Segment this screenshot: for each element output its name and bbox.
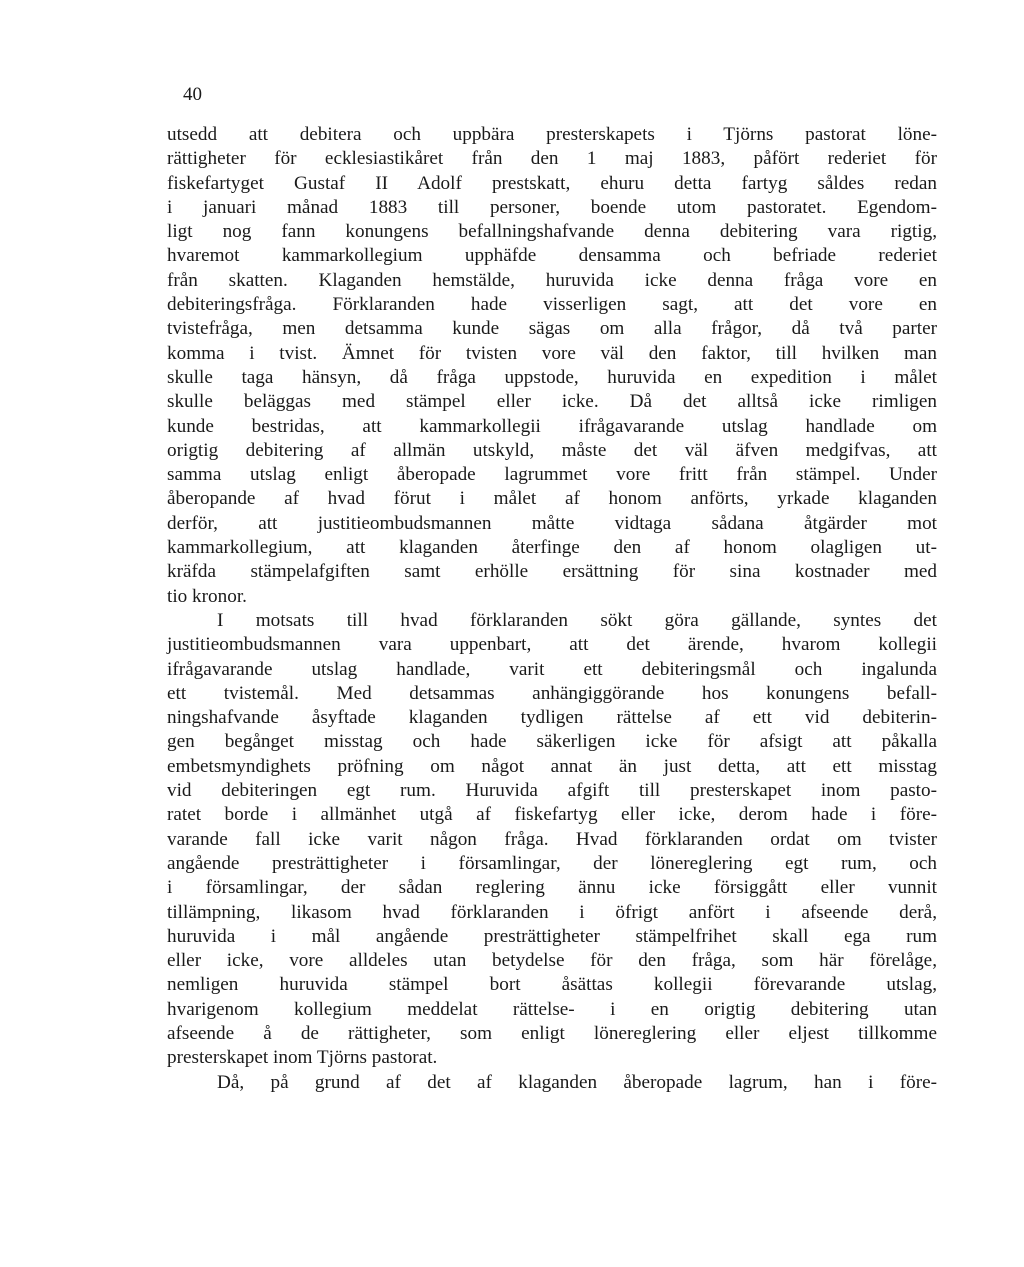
text-line: presterskapet inom Tjörns pastorat. [167, 1047, 438, 1069]
page-number: 40 [183, 84, 202, 105]
text-line: ligt nog fann konungens befallningshafvande denna debitering vara rigtig, [167, 221, 937, 243]
text-line: ratet borde i allmänhet utgå af fiskefartyg eller icke, derom hade i före- [167, 804, 937, 826]
text-line: embetsmyndighets pröfning om något annat än just detta, att ett misstag [167, 755, 937, 777]
text-line: tillämpning, likasom hvad förklaranden i öfrigt anfört i afseende derå, [167, 901, 937, 923]
text-line: i församlingar, der sådan reglering ännu icke försiggått eller vunnit [167, 877, 937, 899]
text-line: åberopande af hvad förut i målet af honom anförts, yrkade klaganden [167, 488, 937, 510]
text-line: samma utslag enligt åberopade lagrummet vore fritt från stämpel. Under [167, 464, 937, 486]
text-line: kunde bestridas, att kammarkollegii ifrågavarande utslag handlade om [167, 415, 937, 437]
text-line: från skatten. Klaganden hemstälde, huruvida icke denna fråga vore en [167, 269, 937, 291]
text-line: I motsats till hvad förklaranden sökt göra gällande, syntes det [217, 609, 937, 631]
text-line: kräfda stämpelafgiften samt erhölle ersättning för sina kostnader med [167, 561, 937, 583]
text-line: tio kronor. [167, 585, 247, 607]
text-line: komma i tvist. Ämnet för tvisten vore väl den faktor, till hvilken man [167, 342, 937, 364]
text-line: utsedd att debitera och uppbära presterskapets i Tjörns pastorat löne- [167, 124, 937, 145]
text-line: eller icke, vore alldeles utan betydelse för den fråga, som här förelåge, [167, 950, 937, 972]
text-line: rättigheter för ecklesiastikåret från den 1 maj 1883, påfört rederiet för [167, 148, 937, 170]
text-line: Då, på grund af det af klaganden åberopade lagrum, han i före- [217, 1071, 937, 1093]
text-line: ifrågavarande utslag handlade, varit ett debiteringsmål och ingalunda [167, 658, 937, 680]
text-line: afseende å de rättigheter, som enligt lönereglering eller eljest tillkomme [167, 1022, 937, 1044]
text-line: vid debiteringen egt rum. Huruvida afgift till presterskapet inom pasto- [167, 780, 937, 802]
text-line: derför, att justitieombudsmannen måtte vidtaga sådana åtgärder mot [167, 512, 937, 534]
text-line: gen begånget misstag och hade säkerligen icke för afsigt att påkalla [167, 731, 937, 753]
text-line: skulle beläggas med stämpel eller icke. Då det alltså icke rimligen [167, 391, 937, 413]
text-line: tvistefråga, men detsamma kunde sägas om alla frågor, då två parter [167, 318, 937, 340]
text-line: kammarkollegium, att klaganden återfinge den af honom olagligen ut- [167, 537, 937, 559]
text-line: ett tvistemål. Med detsammas anhängiggörande hos konungens befall- [167, 682, 937, 704]
body-text [167, 123, 937, 1095]
text-line: debiteringsfråga. Förklaranden hade visserligen sagt, att det vore en [167, 294, 937, 316]
text-line: skulle taga hänsyn, då fråga uppstode, huruvida en expedition i målet [167, 366, 937, 388]
text-line: varande fall icke varit någon fråga. Hvad förklaranden ordat om tvister [167, 828, 937, 850]
text-line: fiskefartyget Gustaf II Adolf prestskatt, ehuru detta fartyg såldes redan [167, 172, 937, 194]
text-line: justitieombudsmannen vara uppenbart, att det ärende, hvarom kollegii [167, 634, 937, 656]
text-line: origtig debitering af allmän utskyld, måste det väl äfven medgifvas, att [167, 439, 937, 461]
text-line: hvaremot kammarkollegium upphäfde densamma och befriade rederiet [167, 245, 937, 267]
text-line: huruvida i mål angående presträttigheter stämpelfrihet skall ega rum [167, 925, 937, 947]
text-line: nemligen huruvida stämpel bort åsättas kollegii förevarande utslag, [167, 974, 937, 996]
text-line: angående presträttigheter i församlingar, der lönereglering egt rum, och [167, 852, 937, 874]
text-line: ningshafvande åsyftade klaganden tydligen rättelse af ett vid debiterin- [167, 707, 937, 729]
text-line: hvarigenom kollegium meddelat rättelse- i en origtig debitering utan [167, 998, 937, 1020]
text-line: i januari månad 1883 till personer, boende utom pastoratet. Egendom- [167, 196, 937, 218]
